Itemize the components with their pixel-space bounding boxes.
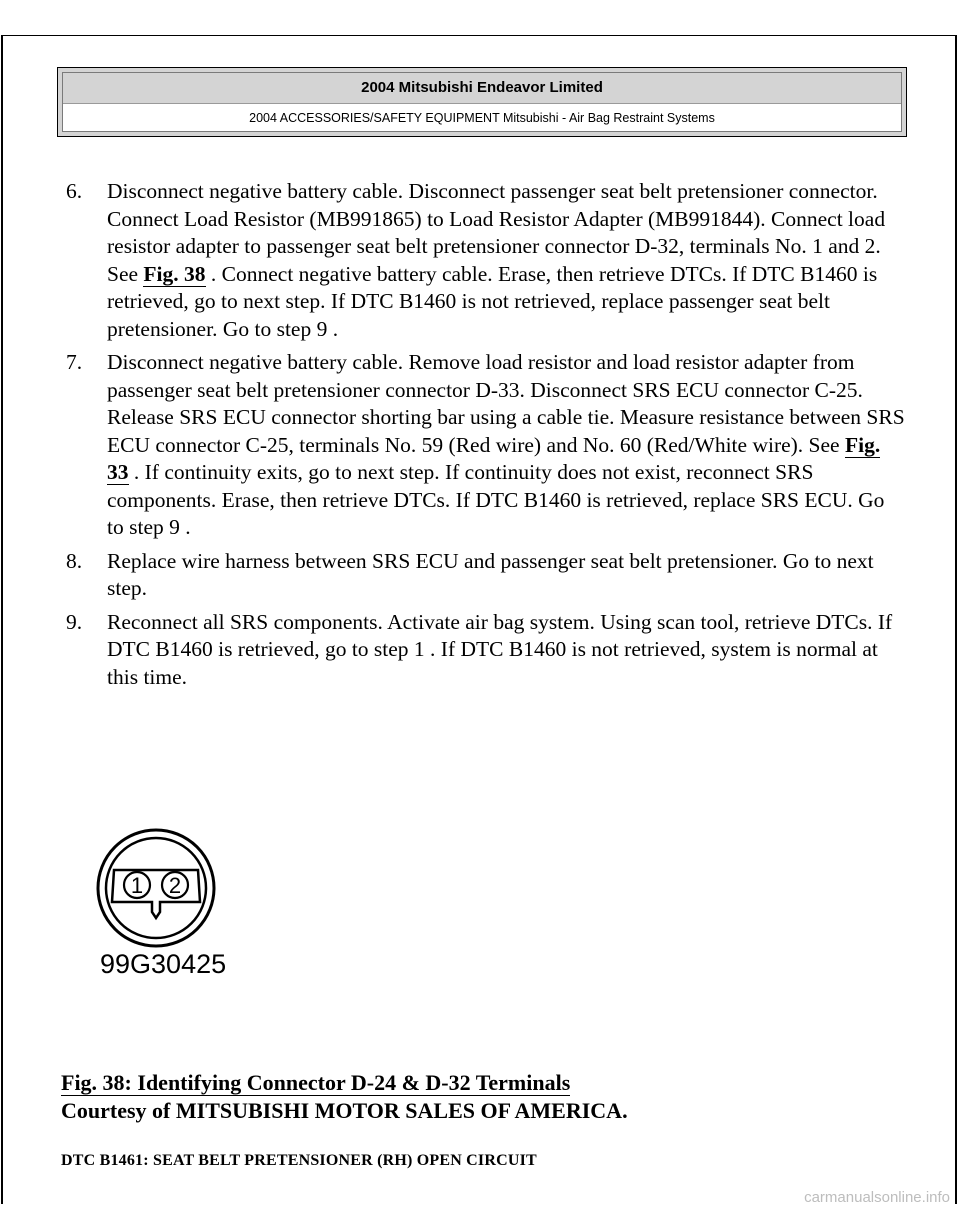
- step-7: [66, 349, 906, 542]
- step-9: [66, 609, 906, 692]
- step-number: 7.: [66, 350, 83, 374]
- fig-33-link[interactable]: Fig. 33: [107, 432, 881, 484]
- terminal-1-label: 1: [130, 873, 144, 898]
- watermark: carmanualsonline.info: [804, 1189, 950, 1206]
- step-text: . If continuity exits, go to next step. If continuity does not exist, reconnect SRS components. Erase, then retrieve DTCs. If DTC B1460 is retrieved, replace SRS ECU. Go to step 9 .: [107, 460, 885, 539]
- step-text: . Connect negative battery cable. Erase, then retrieve DTCs. If DTC B1460 is retrieved, go to next step. If DTC B1460 is not retrieved, replace passenger seat belt pretensioner. Go to step 9 .: [107, 261, 878, 341]
- document-header-inner: [62, 72, 902, 132]
- step-number: 6.: [66, 179, 83, 203]
- connector-outer-ring: [98, 830, 214, 946]
- figure-caption: [61, 1069, 921, 1125]
- step-6: [66, 178, 906, 343]
- step-number: 8.: [66, 548, 83, 573]
- step-text: Reconnect all SRS components. Activate air bag system. Using scan tool, retrieve DTCs. If DTC B1460 is retrieved, go to step 1 . If DTC B1460 is not retrieved, system is normal at this time.: [107, 609, 893, 689]
- figure-code: 99G30425: [100, 949, 227, 979]
- step-number: 9.: [66, 609, 83, 634]
- fig-38-link[interactable]: Fig. 38: [143, 261, 206, 286]
- connector-diagram: [94, 826, 254, 986]
- document-title: 2004 Mitsubishi Endeavor Limited: [63, 73, 901, 104]
- connector-terminal-housing: [112, 870, 200, 918]
- step-text: Disconnect negative battery cable. Remove load resistor and load resistor adapter from passenger seat belt pretensioner connector D-33. Disconnect SRS ECU connector C-25. Release SRS ECU connector shorting bar using a cable tie. Measure resistance between SRS ECU connector C-25, terminals No. 59 (Red wire) and No. 60 (Red/White wire). See: [107, 350, 905, 457]
- figure-caption-credit: Courtesy of MITSUBISHI MOTOR SALES OF AMERICA.: [61, 1098, 628, 1123]
- figure-caption-title: Fig. 38: Identifying Connector D-24 & D-32 Terminals: [61, 1070, 571, 1095]
- step-text: Replace wire harness between SRS ECU and passenger seat belt pretensioner. Go to next step.: [107, 548, 874, 600]
- connector-inner-ring: [106, 838, 206, 938]
- step-text: Disconnect negative battery cable. Disconnect passenger seat belt pretensioner connector. Connect Load Resistor (MB991865) to Load Resistor Adapter (MB991844). Connect load resistor adapter to passenger seat belt pretensioner connector D-32, terminals No. 1 and 2. See: [107, 179, 886, 286]
- terminal-2-label: 2: [168, 873, 182, 898]
- document-subtitle: 2004 ACCESSORIES/SAFETY EQUIPMENT Mitsubishi - Air Bag Restraint Systems: [249, 111, 715, 125]
- section-heading: DTC B1461: SEAT BELT PRETENSIONER (RH) OPEN CIRCUIT: [61, 1152, 537, 1169]
- step-8: [66, 548, 906, 603]
- procedure-steps: [66, 178, 906, 697]
- document-header: [57, 67, 907, 137]
